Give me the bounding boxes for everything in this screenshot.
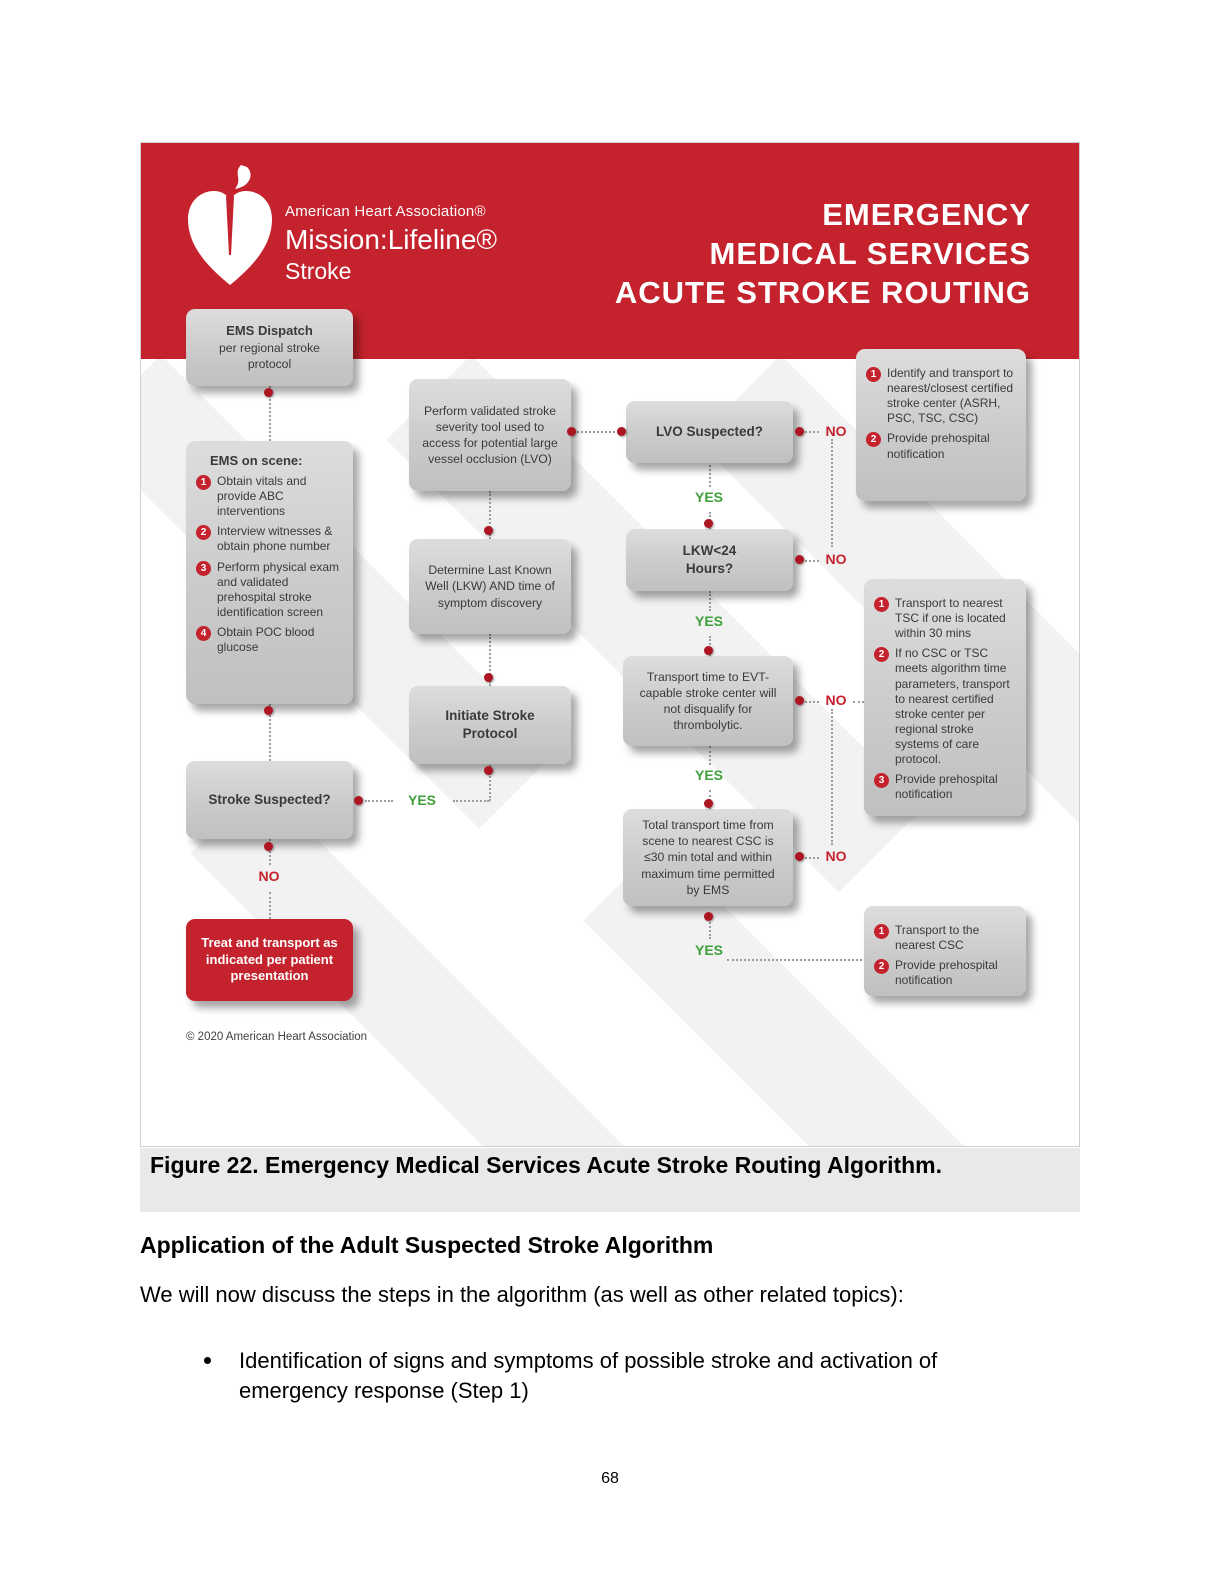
step-number-badge: 2 [866, 432, 881, 447]
step-text: Obtain vitals and provide ABC interventions [217, 474, 307, 519]
program-subname: Stroke [285, 258, 352, 284]
box-question: Stroke Suspected? [208, 792, 331, 808]
bullet-icon [204, 1357, 211, 1364]
numbered-step [196, 625, 343, 655]
figure-canvas [141, 143, 1079, 1146]
numbered-step [874, 772, 1016, 802]
lvo-suspected-box [626, 401, 793, 463]
box-text: Transport time to EVT-capable stroke center will not disqualify for thrombolytic. [639, 669, 777, 733]
initiate-protocol-box [409, 686, 571, 764]
numbered-step [874, 923, 1016, 953]
connector-line [269, 892, 271, 919]
numbered-step [196, 474, 343, 519]
connector-dot [795, 555, 804, 564]
yes-label: YES [694, 489, 723, 505]
connector-dot [704, 519, 713, 528]
connector-line [831, 439, 833, 547]
stroke-routing-figure [140, 142, 1080, 1147]
connector-line [709, 591, 711, 611]
numbered-step [866, 366, 1016, 426]
bullet-text: Identification of signs and symptoms of possible stroke and activation of emergency response (Step 1) [239, 1348, 938, 1403]
step-text: Provide prehospital notification [895, 772, 998, 802]
box-question: LVO Suspected? [655, 424, 764, 440]
ems-dispatch-box [186, 309, 353, 386]
numbered-step [874, 596, 1016, 641]
route-csc-box [864, 906, 1026, 996]
box-text: Perform validated stroke severity tool used to access for potential large vessel occlusion (LVO) [422, 403, 558, 467]
step-text: Perform physical exam and validated prehospital stroke identification screen [217, 559, 340, 619]
connector-line [453, 800, 489, 802]
connector-line [709, 465, 711, 487]
numbered-step [874, 646, 1016, 767]
route-tsc-box [864, 579, 1026, 816]
connector-dot [264, 706, 273, 715]
connector-dot [484, 766, 493, 775]
yes-label: YES [694, 613, 723, 629]
connector-dot [484, 673, 493, 682]
step-number-badge: 3 [196, 561, 211, 576]
step-text: Obtain POC blood glucose [217, 624, 315, 655]
aha-heart-torch-logo-icon [183, 163, 277, 293]
no-label: NO [825, 848, 847, 864]
connector-dot [704, 799, 713, 808]
no-label: NO [258, 868, 280, 884]
box-title: EMS on scene: [210, 453, 303, 468]
connector-line [727, 959, 862, 961]
numbered-step [196, 524, 343, 554]
step-number-badge: 4 [196, 626, 211, 641]
yes-label: YES [694, 942, 723, 958]
connector-line [365, 800, 393, 802]
step-text: Provide prehospital notification [887, 431, 990, 461]
step-number-badge: 1 [196, 475, 211, 490]
step-number-badge: 2 [196, 525, 211, 540]
box-text: Treat and transport as indicated per patient presentation [201, 934, 338, 984]
yes-label: YES [407, 792, 436, 808]
connector-line [805, 560, 819, 562]
yes-label: YES [694, 767, 723, 783]
figure-caption: Figure 22. Emergency Medical Services Acute Stroke Routing Algorithm. [150, 1152, 943, 1178]
connector-dot [704, 912, 713, 921]
intro-paragraph: We will now discuss the steps in the algorithm (as well as other related topics): [140, 1282, 904, 1307]
connector-dot [264, 388, 273, 397]
connector-dot [264, 842, 273, 851]
step-text: Identify and transport to nearest/closest certified stroke center (ASRH, PSC, TSC, CSC) [887, 366, 1014, 426]
numbered-step [196, 560, 343, 620]
page-number: 68 [601, 1470, 619, 1487]
numbered-step [866, 431, 1016, 461]
lkw-24-box [626, 529, 793, 591]
box-body: per regional stroke protocol [219, 340, 320, 371]
step-number-badge: 2 [874, 647, 889, 662]
connector-line [805, 857, 819, 859]
connector-line [805, 701, 819, 703]
section-heading: Application of the Adult Suspected Stroke Algorithm [140, 1232, 714, 1258]
step-number-badge: 3 [874, 773, 889, 788]
step-text: Transport to nearest TSC if one is located within 30 mins [895, 596, 1006, 641]
connector-line [831, 709, 833, 845]
box-text: Initiate Stroke Protocol [445, 708, 535, 741]
connector-dot [795, 427, 804, 436]
box-question: LKW<24 Hours? [682, 543, 737, 576]
connector-dot [617, 427, 626, 436]
connector-dot [795, 696, 804, 705]
org-identity [285, 203, 497, 285]
box-text: Determine Last Known Well (LKW) AND time of symptom discovery [425, 563, 555, 610]
step-number-badge: 1 [866, 367, 881, 382]
program-name: Mission:Lifeline® [285, 224, 498, 255]
connector-dot [795, 852, 804, 861]
figure-copyright: © 2020 American Heart Association [186, 1031, 368, 1043]
connector-dot [354, 796, 363, 805]
figure-title-line1: EMERGENCY [822, 197, 1031, 232]
step-number-badge: 1 [874, 924, 889, 939]
connector-dot [567, 427, 576, 436]
step-number-badge: 1 [874, 597, 889, 612]
step-text: Provide prehospital notification [895, 958, 998, 988]
connector-dot [484, 526, 493, 535]
ems-on-scene-box [186, 441, 353, 704]
no-label: NO [825, 551, 847, 567]
box-text: Total transport time from scene to nearest CSC is ≤30 min total and within maximum time permitted by EMS [641, 818, 775, 897]
route-certified-center-box [856, 349, 1026, 501]
no-label: NO [825, 692, 847, 708]
figure-title-line2: MEDICAL SERVICES [709, 236, 1031, 271]
box-title: EMS Dispatch [226, 322, 313, 338]
severity-tool-box [409, 379, 571, 491]
determine-lkw-box [409, 539, 571, 634]
total-transport-box [623, 809, 793, 906]
figure-caption-bar [140, 1148, 1080, 1212]
connector-line [805, 431, 819, 433]
step-text: Transport to the nearest CSC [895, 923, 980, 953]
step-text: If no CSC or TSC meets algorithm time parameters, transport to nearest certified stroke center per regional stroke systems of care protocol. [895, 646, 1010, 767]
no-label: NO [825, 423, 847, 439]
figure-title [615, 195, 1031, 312]
step-text: Interview witnesses & obtain phone number [217, 524, 333, 554]
org-name: American Heart Association® [285, 203, 486, 220]
treat-transport-box [186, 919, 353, 1001]
transport-time-box [623, 656, 793, 746]
numbered-step [874, 958, 1016, 988]
stroke-suspected-box [186, 761, 353, 839]
connector-dot [704, 646, 713, 655]
step-number-badge: 2 [874, 959, 889, 974]
figure-title-line3: ACUTE STROKE ROUTING [614, 275, 1031, 310]
connector-line [853, 701, 864, 703]
connector-line [709, 746, 711, 765]
bullet-item [204, 1346, 964, 1406]
